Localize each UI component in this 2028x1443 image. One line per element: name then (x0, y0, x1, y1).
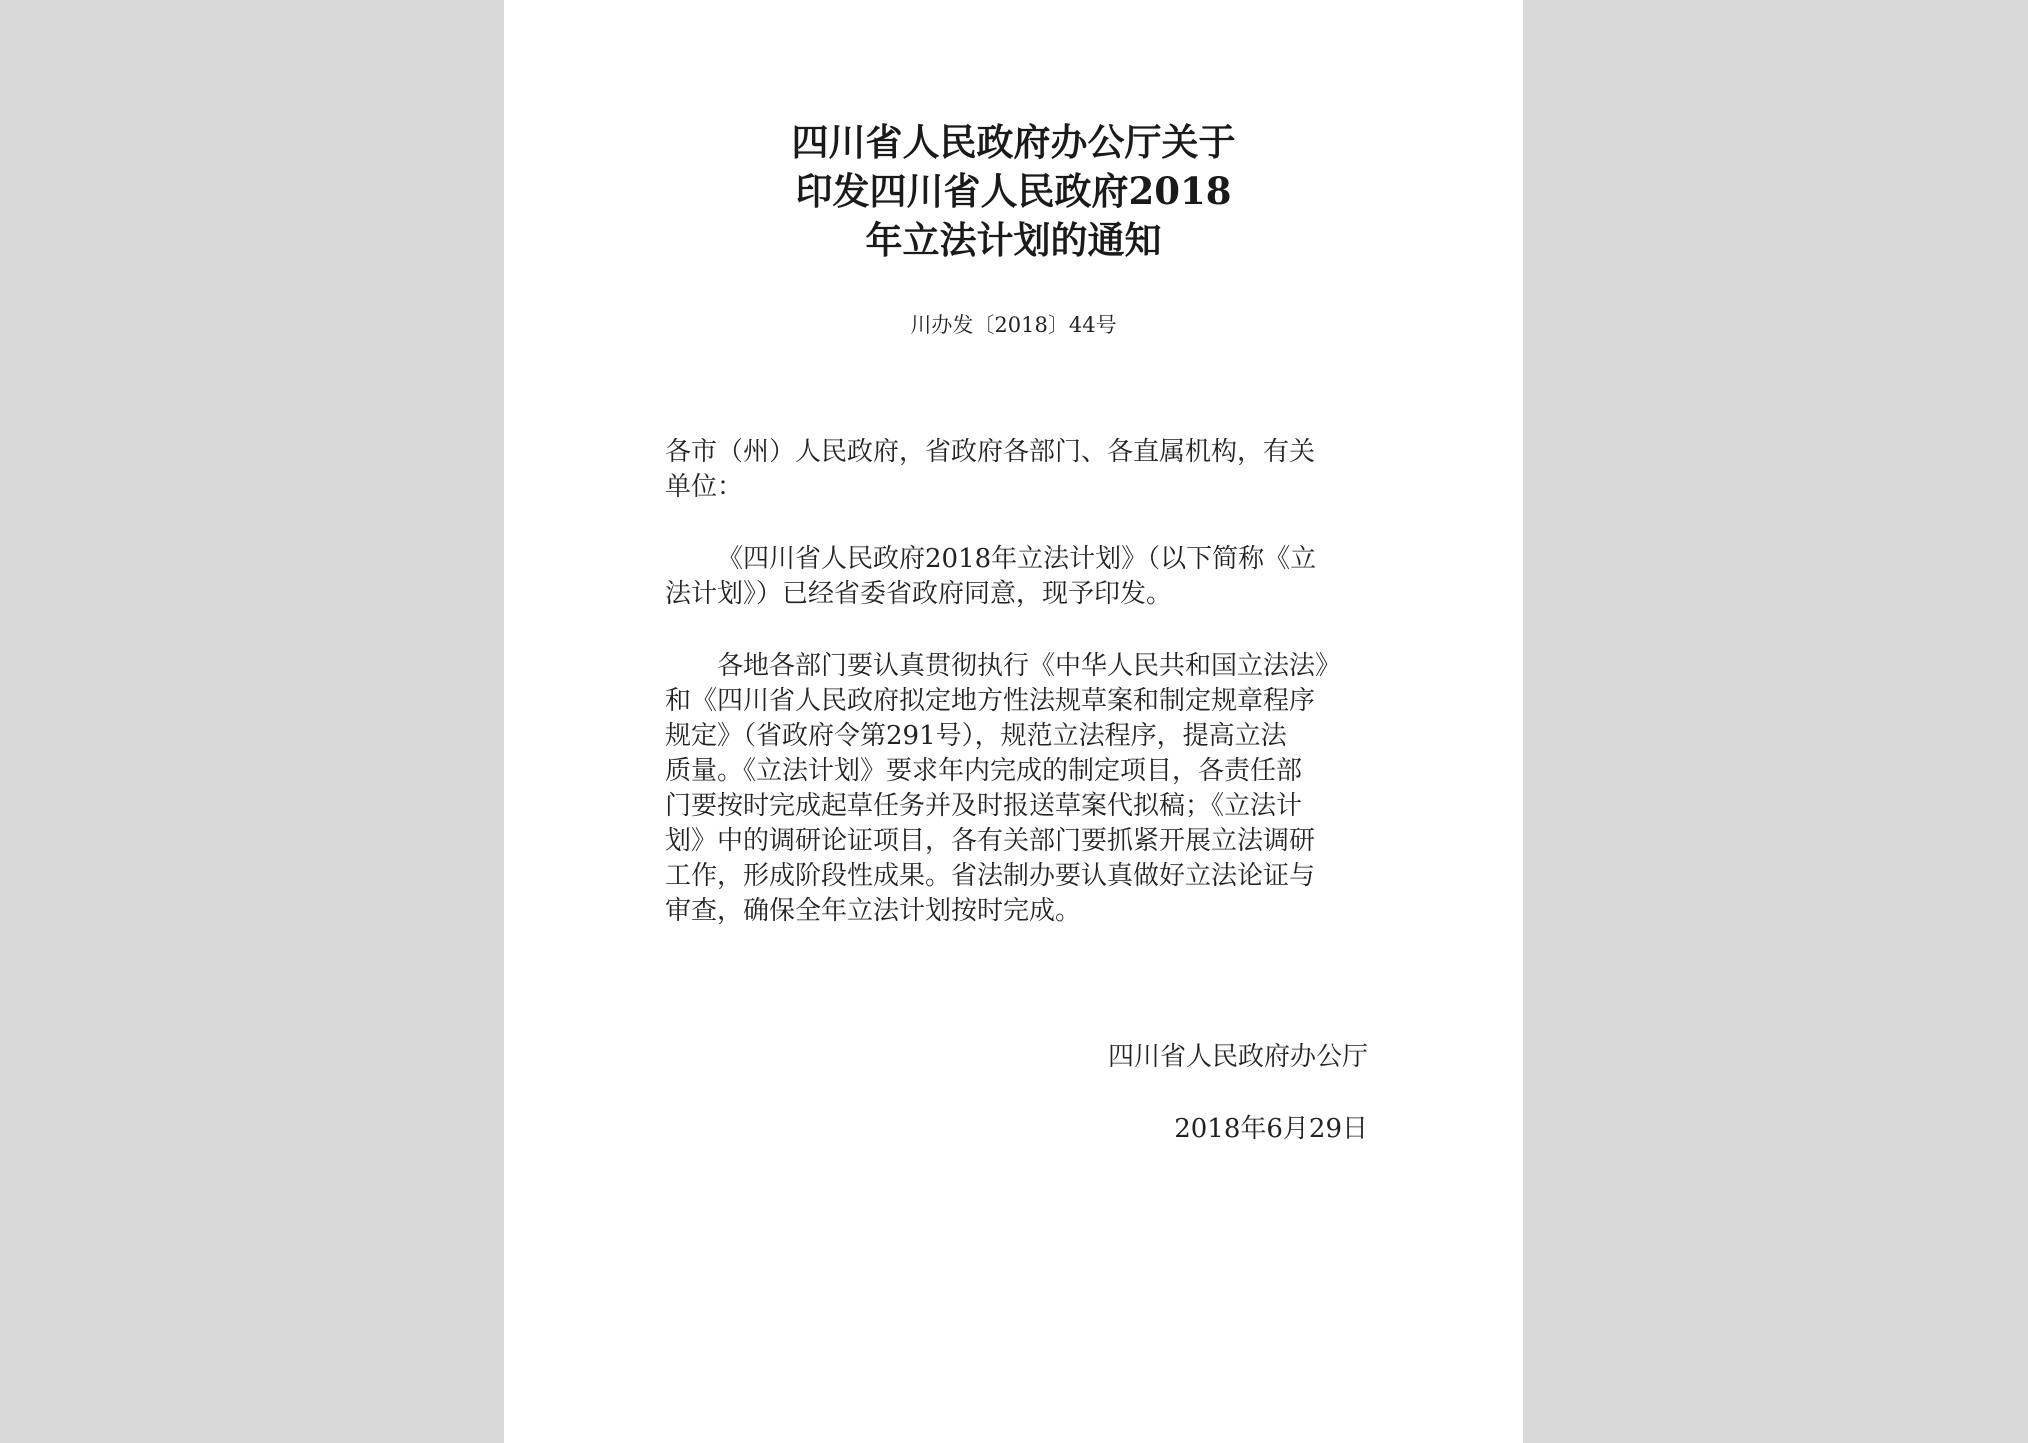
paragraph-2-line-6: 划》中的调研论证项目，各有关部门要抓紧开展立法调研 (665, 826, 1316, 856)
document-number: 川办发〔2018〕44号 (910, 313, 1117, 337)
title-line-2: 印发四川省人民政府2018 (795, 169, 1232, 213)
salutation-line-2: 单位： (665, 472, 744, 502)
paragraph-1-line-1: 《四川省人民政府2018年立法计划》（以下简称《立 (717, 544, 1317, 574)
signature-date: 2018年6月29日 (1174, 1114, 1368, 1144)
paragraph-2-line-3: 规定》（省政府令第291号），规范立法程序，提高立法 (665, 721, 1287, 751)
paragraph-2 (665, 649, 1370, 929)
salutation (665, 435, 1370, 505)
signature-organization: 四川省人民政府办公厅 (1107, 1042, 1368, 1072)
paragraph-2-line-7: 工作，形成阶段性成果。省法制办要认真做好立法论证与 (665, 861, 1316, 891)
paragraph-2-line-5: 门要按时完成起草任务并及时报送草案代拟稿；《立法计 (665, 791, 1303, 821)
paragraph-2-line-2: 和《四川省人民政府拟定地方性法规草案和制定规章程序 (665, 686, 1316, 716)
paragraph-2-line-1: 各地各部门要认真贯彻执行《中华人民共和国立法法》 (717, 651, 1342, 681)
paragraph-1 (665, 542, 1370, 612)
paragraph-2-line-8: 审查，确保全年立法计划按时完成。 (665, 896, 1082, 926)
document-page (504, 0, 1523, 1443)
paragraph-2-line-4: 质量。《立法计划》要求年内完成的制定项目，各责任部 (665, 756, 1303, 786)
paragraph-1-line-2: 法计划》）已经省委省政府同意，现予印发。 (665, 579, 1173, 609)
title-line-1: 四川省人民政府办公厅关于 (791, 120, 1236, 164)
document-title (504, 118, 1523, 265)
salutation-line-1: 各市（州）人民政府，省政府各部门、各直属机构，有关 (665, 437, 1316, 467)
title-line-3: 年立法计划的通知 (865, 218, 1162, 262)
